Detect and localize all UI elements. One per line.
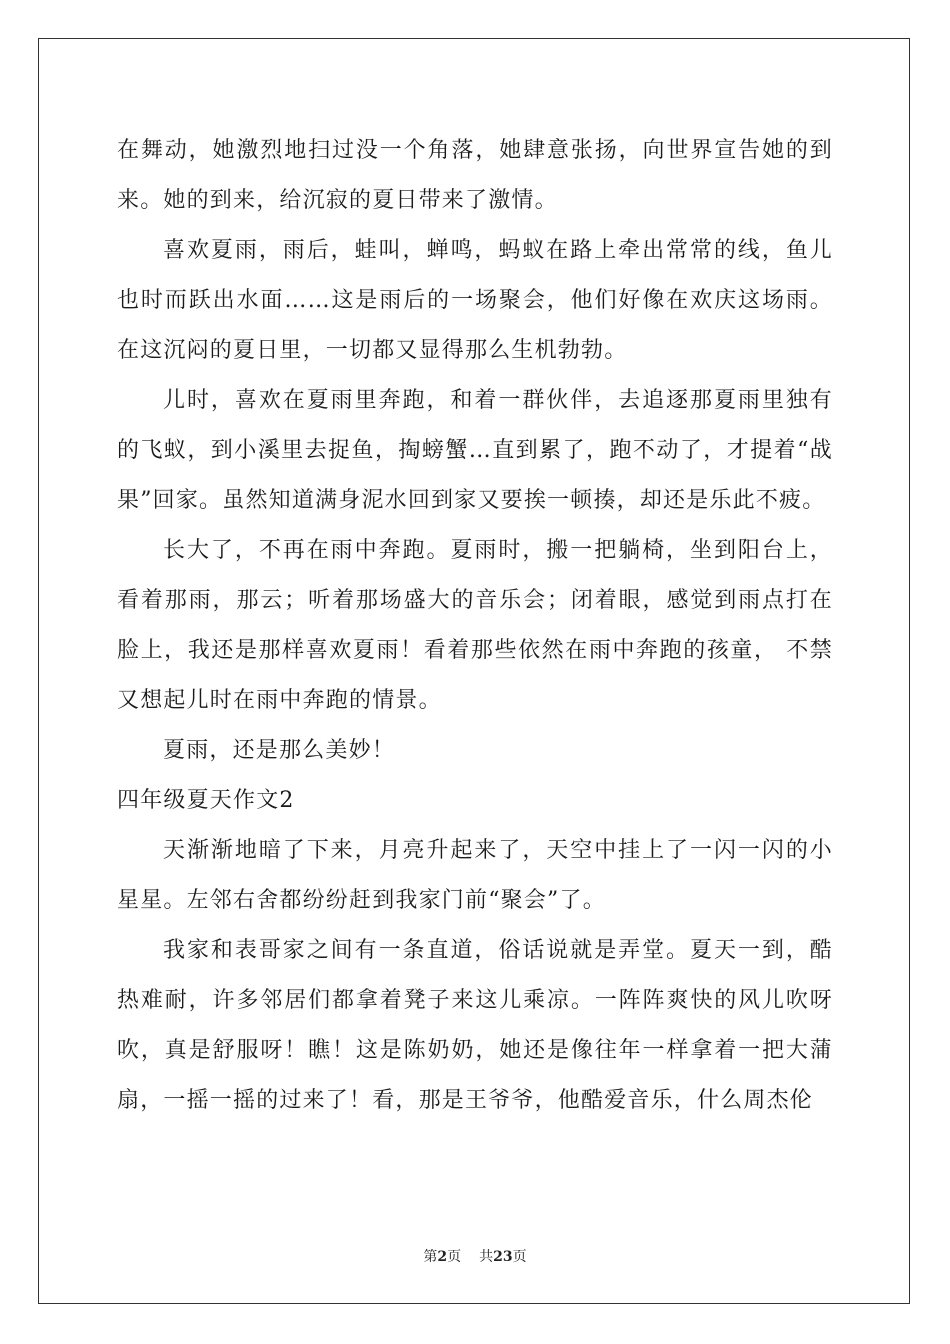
page-footer	[0, 1246, 950, 1266]
paragraph-1: 在舞动，她激烈地扫过没一个角落，她肆意张扬，向世界宣告她的到来。她的到来，给沉寂的夏日带来了激情。	[117, 138, 833, 213]
paragraph-5: 夏雨，还是那么美妙！	[163, 738, 396, 763]
total-suffix: 页	[512, 1249, 527, 1265]
paragraph-3: 儿时，喜欢在夏雨里奔跑，和着一群伙伴，去追逐那夏雨里独有的飞蚁，到小溪里去捉鱼，掏螃蟹…直到累了，跑不动了，才提着“战果”回家。虽然知道满身泥水回到家又要挨一顿揍，却还是乐此不疲。	[117, 388, 833, 513]
page-prefix: 第	[423, 1249, 438, 1265]
page-current: 2	[437, 1249, 448, 1265]
total-prefix: 共	[479, 1249, 494, 1265]
page-total: 23	[493, 1249, 513, 1265]
paragraph-7: 我家和表哥家之间有一条直道，俗话说就是弄堂。夏天一到，酷热难耐，许多邻居们都拿着凳子来这儿乘凉。一阵阵爽快的风儿吹呀吹，真是舒服呀！瞧！这是陈奶奶，她还是像往年一样拿着一把大蒲扇，一摇一摇的过来了！看，那是王爷爷，他酷爱音乐，什么周杰伦	[117, 938, 833, 1113]
page-suffix: 页	[447, 1249, 462, 1265]
paragraph-6: 天渐渐地暗了下来，月亮升起来了，天空中挂上了一闪一闪的小星星。左邻右舍都纷纷赶到我家门前“聚会”了。	[117, 838, 833, 913]
paragraph-4: 长大了，不再在雨中奔跑。夏雨时，搬一把躺椅，坐到阳台上，看着那雨，那云；听着那场盛大的音乐会；闭着眼，感觉到雨点打在脸上，我还是那样喜欢夏雨！看着那些依然在雨中奔跑的孩童， 不禁又想起儿时在雨中奔跑的情景。	[117, 538, 833, 713]
paragraph-2: 喜欢夏雨，雨后，蛙叫，蝉鸣，蚂蚁在路上牵出常常的线，鱼儿也时而跃出水面……这是雨后的一场聚会，他们好像在欢庆这场雨。在这沉闷的夏日里，一切都又显得那么生机勃勃。	[117, 238, 833, 363]
section-heading: 四年级夏天作文2	[117, 788, 295, 813]
document-body	[117, 126, 833, 1126]
